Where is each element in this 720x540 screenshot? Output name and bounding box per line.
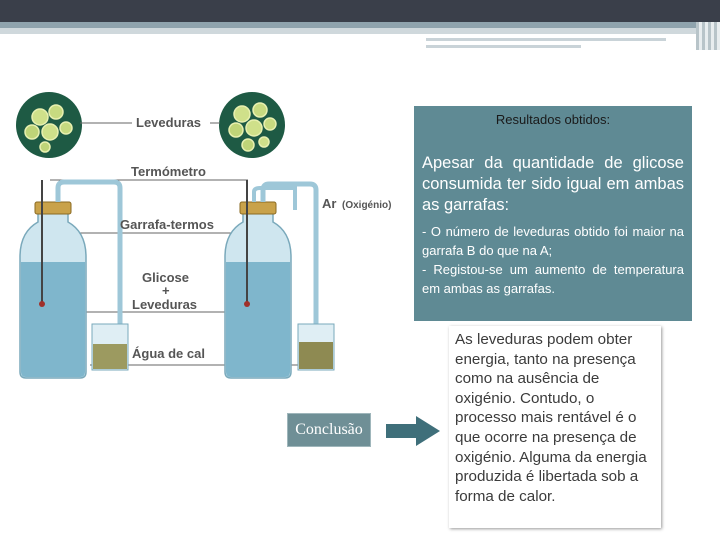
conclusion-box [449, 326, 661, 528]
thermos-bottle-b [225, 180, 337, 378]
deco-line [426, 38, 666, 41]
label-agua-cal: Água de cal [132, 346, 205, 361]
top-stripe-light [0, 28, 720, 34]
experiment-diagram [10, 92, 410, 382]
label-leveduras: Leveduras [136, 115, 202, 130]
results-title: Resultados obtidos: [495, 112, 611, 127]
label-ar: Ar [322, 196, 337, 211]
deco-line [426, 45, 581, 48]
results-item-1: - O número de leveduras obtido foi maior na garrafa B do que na A; [422, 224, 684, 258]
label-oxigenio: (Oxigénio) [342, 200, 392, 211]
label-leveduras-2: Leveduras [132, 297, 198, 312]
conclusion-button[interactable]: Conclusão [287, 413, 371, 447]
label-plus: + [162, 283, 170, 298]
results-box [414, 106, 692, 321]
results-item-2: - Registou-se um aumento de temperatura em ambas as garrafas. [422, 262, 684, 296]
label-termometro: Termómetro [131, 164, 206, 179]
arrow-right-icon [386, 416, 440, 446]
label-garrafa-termos: Garrafa-termos [120, 217, 214, 232]
yeast-circle-b [219, 92, 285, 158]
top-bar [0, 0, 720, 22]
results-main-text: Apesar da quantidade de glicose consumida ter sido igual em ambas as garrafas: [422, 154, 684, 214]
conclusion-text: As leveduras podem obter energia, tanto na presença como na ausência de oxigénio. Contudo, o processo mais rentável é o que ocorre na presença de oxigénio. Alguma da energia produzida é libertada sob a forma de calor. [455, 331, 647, 505]
thermos-bottle-a [20, 180, 128, 378]
yeast-circle-a [16, 92, 82, 158]
label-glicose: Glicose [142, 270, 189, 285]
deco-pattern [696, 22, 720, 50]
